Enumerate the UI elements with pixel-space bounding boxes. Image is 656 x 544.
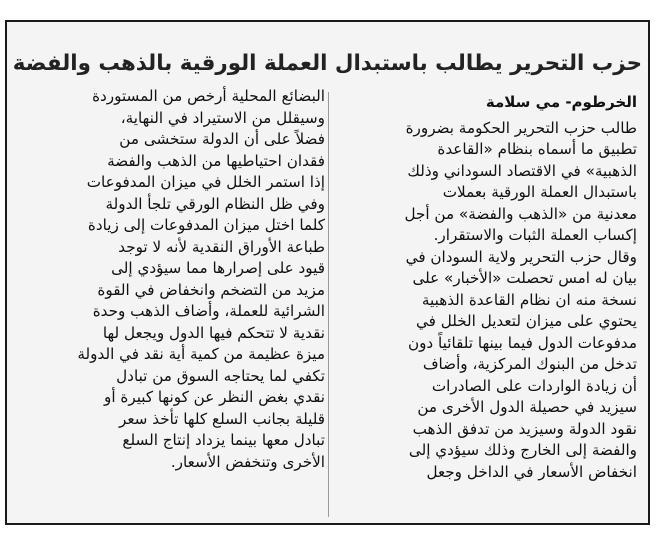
column-divider — [328, 92, 329, 517]
article-headline: حزب التحرير يطالب باستبدال العملة الورقية بالذهب والفضة — [12, 51, 642, 76]
text-line: نقدي بغض النظر عن كونها كبيرة أو — [103, 388, 325, 406]
text-line: وسيقلل من الاستيراد في النهاية، — [120, 108, 325, 127]
text-line: الأخرى وتنخفض الأسعار. — [170, 452, 325, 471]
text-line: فقدان احتياطيها من الذهب والفضة — [107, 151, 325, 170]
text-line: معدنية من «الذهب والفضة» من أجل — [404, 204, 637, 223]
text-line: ميزة عظيمة من كمية أية نقد في الدولة — [77, 345, 325, 363]
text-line: مزيد من التضخم وانخفاض في القوة — [97, 280, 325, 299]
text-line: قليلة بجانب السلع كلها تأخذ سعر — [118, 409, 325, 428]
text-line: طالب حزب التحرير الحكومة بضرورة — [405, 118, 637, 137]
article-byline: الخرطوم- مي سلامة — [485, 93, 637, 111]
text-line: إكساب العملة الثبات والاستقرار. — [433, 226, 637, 244]
text-line: فضلاً على أن الدولة ستخشى من — [119, 130, 325, 148]
text-line: باستبدال العملة الورقية بعملات — [442, 183, 637, 201]
text-line: مدفوعات الدول فيما بينها تلقائياً دون — [407, 333, 637, 352]
text-line: سيزيد في حصيلة الدول الأخرى من — [417, 398, 637, 416]
text-line: طباعة الأوراق النقدية لأنه لا توجد — [118, 237, 325, 256]
text-line: إذا استمر الخلل في ميزان المدفوعات — [86, 173, 325, 191]
text-line: انخفاض الأسعار في الداخل وجعل — [426, 462, 637, 481]
text-line: وفي ظل النظام الورقي تلجأ الدولة — [105, 194, 325, 213]
text-line: وقال حزب التحرير ولاية السودان في — [405, 247, 637, 266]
text-line: أن زيادة الواردات على الصادرات — [431, 376, 637, 395]
text-line: الشرائية للعملة، وأضاف الذهب وحدة — [92, 302, 325, 320]
article-column-left — [21, 86, 325, 473]
text-line: نقود الدولة وسيزيد من تدفق الذهب — [412, 419, 637, 438]
text-line: بيان له امس تحصلت «الأخبار» على — [412, 269, 637, 287]
text-line: كلما اختل ميزان المدفوعات إلى زيادة — [87, 216, 325, 234]
text-line: تدخل من البنوك المركزية، وأضاف — [422, 355, 637, 373]
text-line: قيود على إصرارها مما سيؤدي إلى — [111, 259, 325, 277]
text-line: تطبيق ما أسماه بنظام «القاعدة — [437, 140, 637, 158]
newspaper-clipping — [5, 20, 650, 525]
text-line: الذهبية» في الاقتصاد السوداني وذلك — [407, 161, 637, 180]
text-line: تكفي لما يحتاجه السوق من تبادل — [116, 366, 325, 385]
text-line: تبادل معها بينما يزداد إنتاج السلع — [122, 431, 325, 449]
article-column-right — [333, 86, 637, 483]
text-line: يحتوي على ميزان لتعديل الخلل في — [415, 312, 637, 330]
text-line: نسخة منه ان نظام القاعدة الذهبية — [421, 290, 637, 309]
text-line: والفضة إلى الخارج وذلك سيؤدي إلى — [408, 441, 637, 459]
text-line: نقدية لا تتحكم فيها الدول ويجعل لها — [102, 323, 325, 342]
text-line: البضائع المحلية أرخص من المستوردة — [92, 87, 325, 105]
